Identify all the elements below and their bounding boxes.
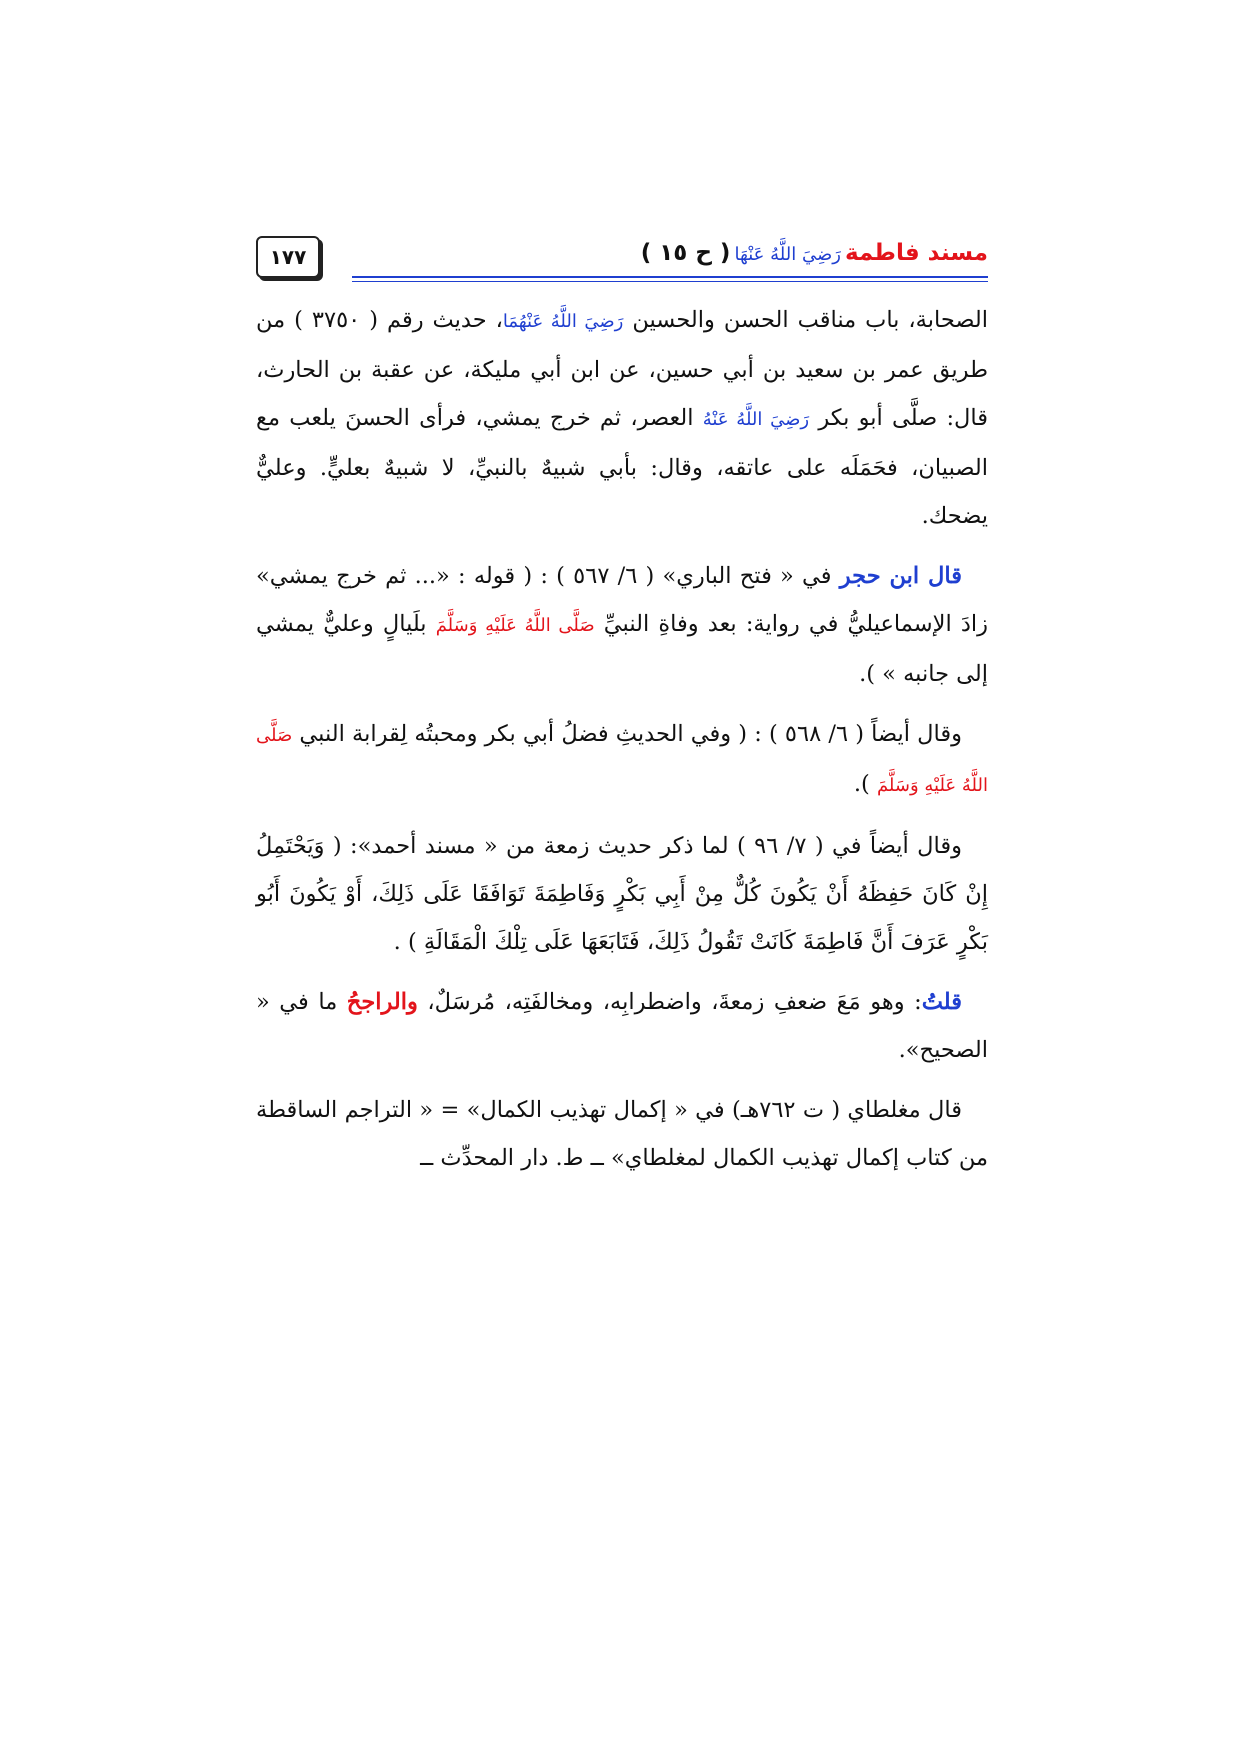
p2-text-a: في « فتح الباري» ( ٦/ ٥٦٧ ) : ( قوله : «... ثم خرج يمشي» زادَ الإسماعيليُّ في رواية: بعد وفاةِ النبيِّ (256, 563, 988, 637)
p2-honorific: صَلَّى اللَّهُ عَلَيْهِ وَسَلَّمَ (435, 615, 595, 636)
paragraph-5 (256, 978, 988, 1074)
header-rule (352, 276, 988, 278)
p1-honorific: رَضِيَ اللَّهُ عَنْهُمَا (502, 311, 624, 332)
paragraph-6 (256, 1086, 988, 1182)
p2-text-b: بلَيالٍ وعليٌّ يمشي إلى جانبه » ). (256, 611, 988, 687)
running-title-honorific: رَضِيَ اللَّهُ عَنْهَا (734, 244, 841, 265)
header-rule-thin (352, 281, 988, 282)
p5-speaker: قلتُ (921, 989, 962, 1015)
p1-text-b: ، حديث رقم ( ٣٧٥٠ ) من طريق عمر بن سعيد بن أبي حسين، عن ابن أبي مليكة، عن عقبة بن الحارث، قال: صلَّى أبو بكر (256, 307, 989, 431)
p4-text-a: وقال أيضاً في ( ٧/ ٩٦ ) لما ذكر حديث زمعة من « مسند أحمد»: ( وَيَحْتَمِلُ إِنْ كَانَ حَفِظَهُ أَنْ يَكُونَ كُلٌّ مِنْ أَبِي بَكْرٍ وَفَاطِمَةَ تَوَافَقَا عَلَى ذَلِكَ، أَوْ يَكُونَ أَبُو بَكْرٍ عَرَفَ أَنَّ فَاطِمَةَ كَانَتْ تَقُولُ ذَلِكَ، فَتَابَعَهَا عَلَى تِلْكَ الْمَقَالَةِ ) . (256, 833, 988, 955)
paragraph-1 (256, 296, 988, 540)
running-title-hadith-number: ( ح ١٥ ) (640, 240, 731, 266)
paragraph-3 (256, 710, 988, 810)
page-number (256, 236, 320, 278)
page-body (256, 296, 988, 1194)
p2-speaker: قال ابن حجر (839, 563, 963, 589)
p6-text-a: قال مغلطاي ( ت ٧٦٢هـ) في « إكمال تهذيب الكمال» = « التراجم الساقطة من كتاب إكمال تهذيب الكمال لمغلطاي» ــ ط. دار المحدِّث ــ (256, 1097, 988, 1171)
running-title (641, 236, 988, 272)
p1-text-a: الصحابة، باب مناقب الحسن والحسين (623, 307, 988, 333)
page-header (256, 236, 988, 282)
p3-honorific: صَلَّى اللَّهُ عَلَيْهِ وَسَلَّمَ (256, 725, 988, 796)
paragraph-4 (256, 822, 988, 966)
running-title-name: مسند فاطمة (844, 240, 988, 266)
p1-text-c: العصر، ثم خرج يمشي، فرأى الحسنَ يلعب مع الصبيان، فحَمَلَه على عاتقه، وقال: بأبي شبيهٌ بالنبيِّ، لا شبيهٌ بعليٍّ. وعليٌّ يضحك. (256, 405, 988, 529)
p1-honorific-2: رَضِيَ اللَّهُ عَنْهُ (702, 409, 810, 430)
p5-text-a: : وهو مَعَ ضعفِ زمعةَ، واضطرابِه، ومخالفَتِه، مُرسَلٌ، (417, 989, 922, 1015)
p5-text-b: ما في « الصحيح». (256, 989, 988, 1063)
p3-text-a: وقال أيضاً ( ٦/ ٥٦٨ ) : ( وفي الحديثِ فضلُ أبي بكر ومحبتُه لِقرابة النبي (292, 721, 962, 747)
p3-text-b: ). (853, 771, 877, 797)
p5-highlight: والراجحُ (346, 989, 418, 1015)
page-number-text: ١٧٧ (269, 245, 307, 269)
paragraph-2 (256, 552, 988, 698)
